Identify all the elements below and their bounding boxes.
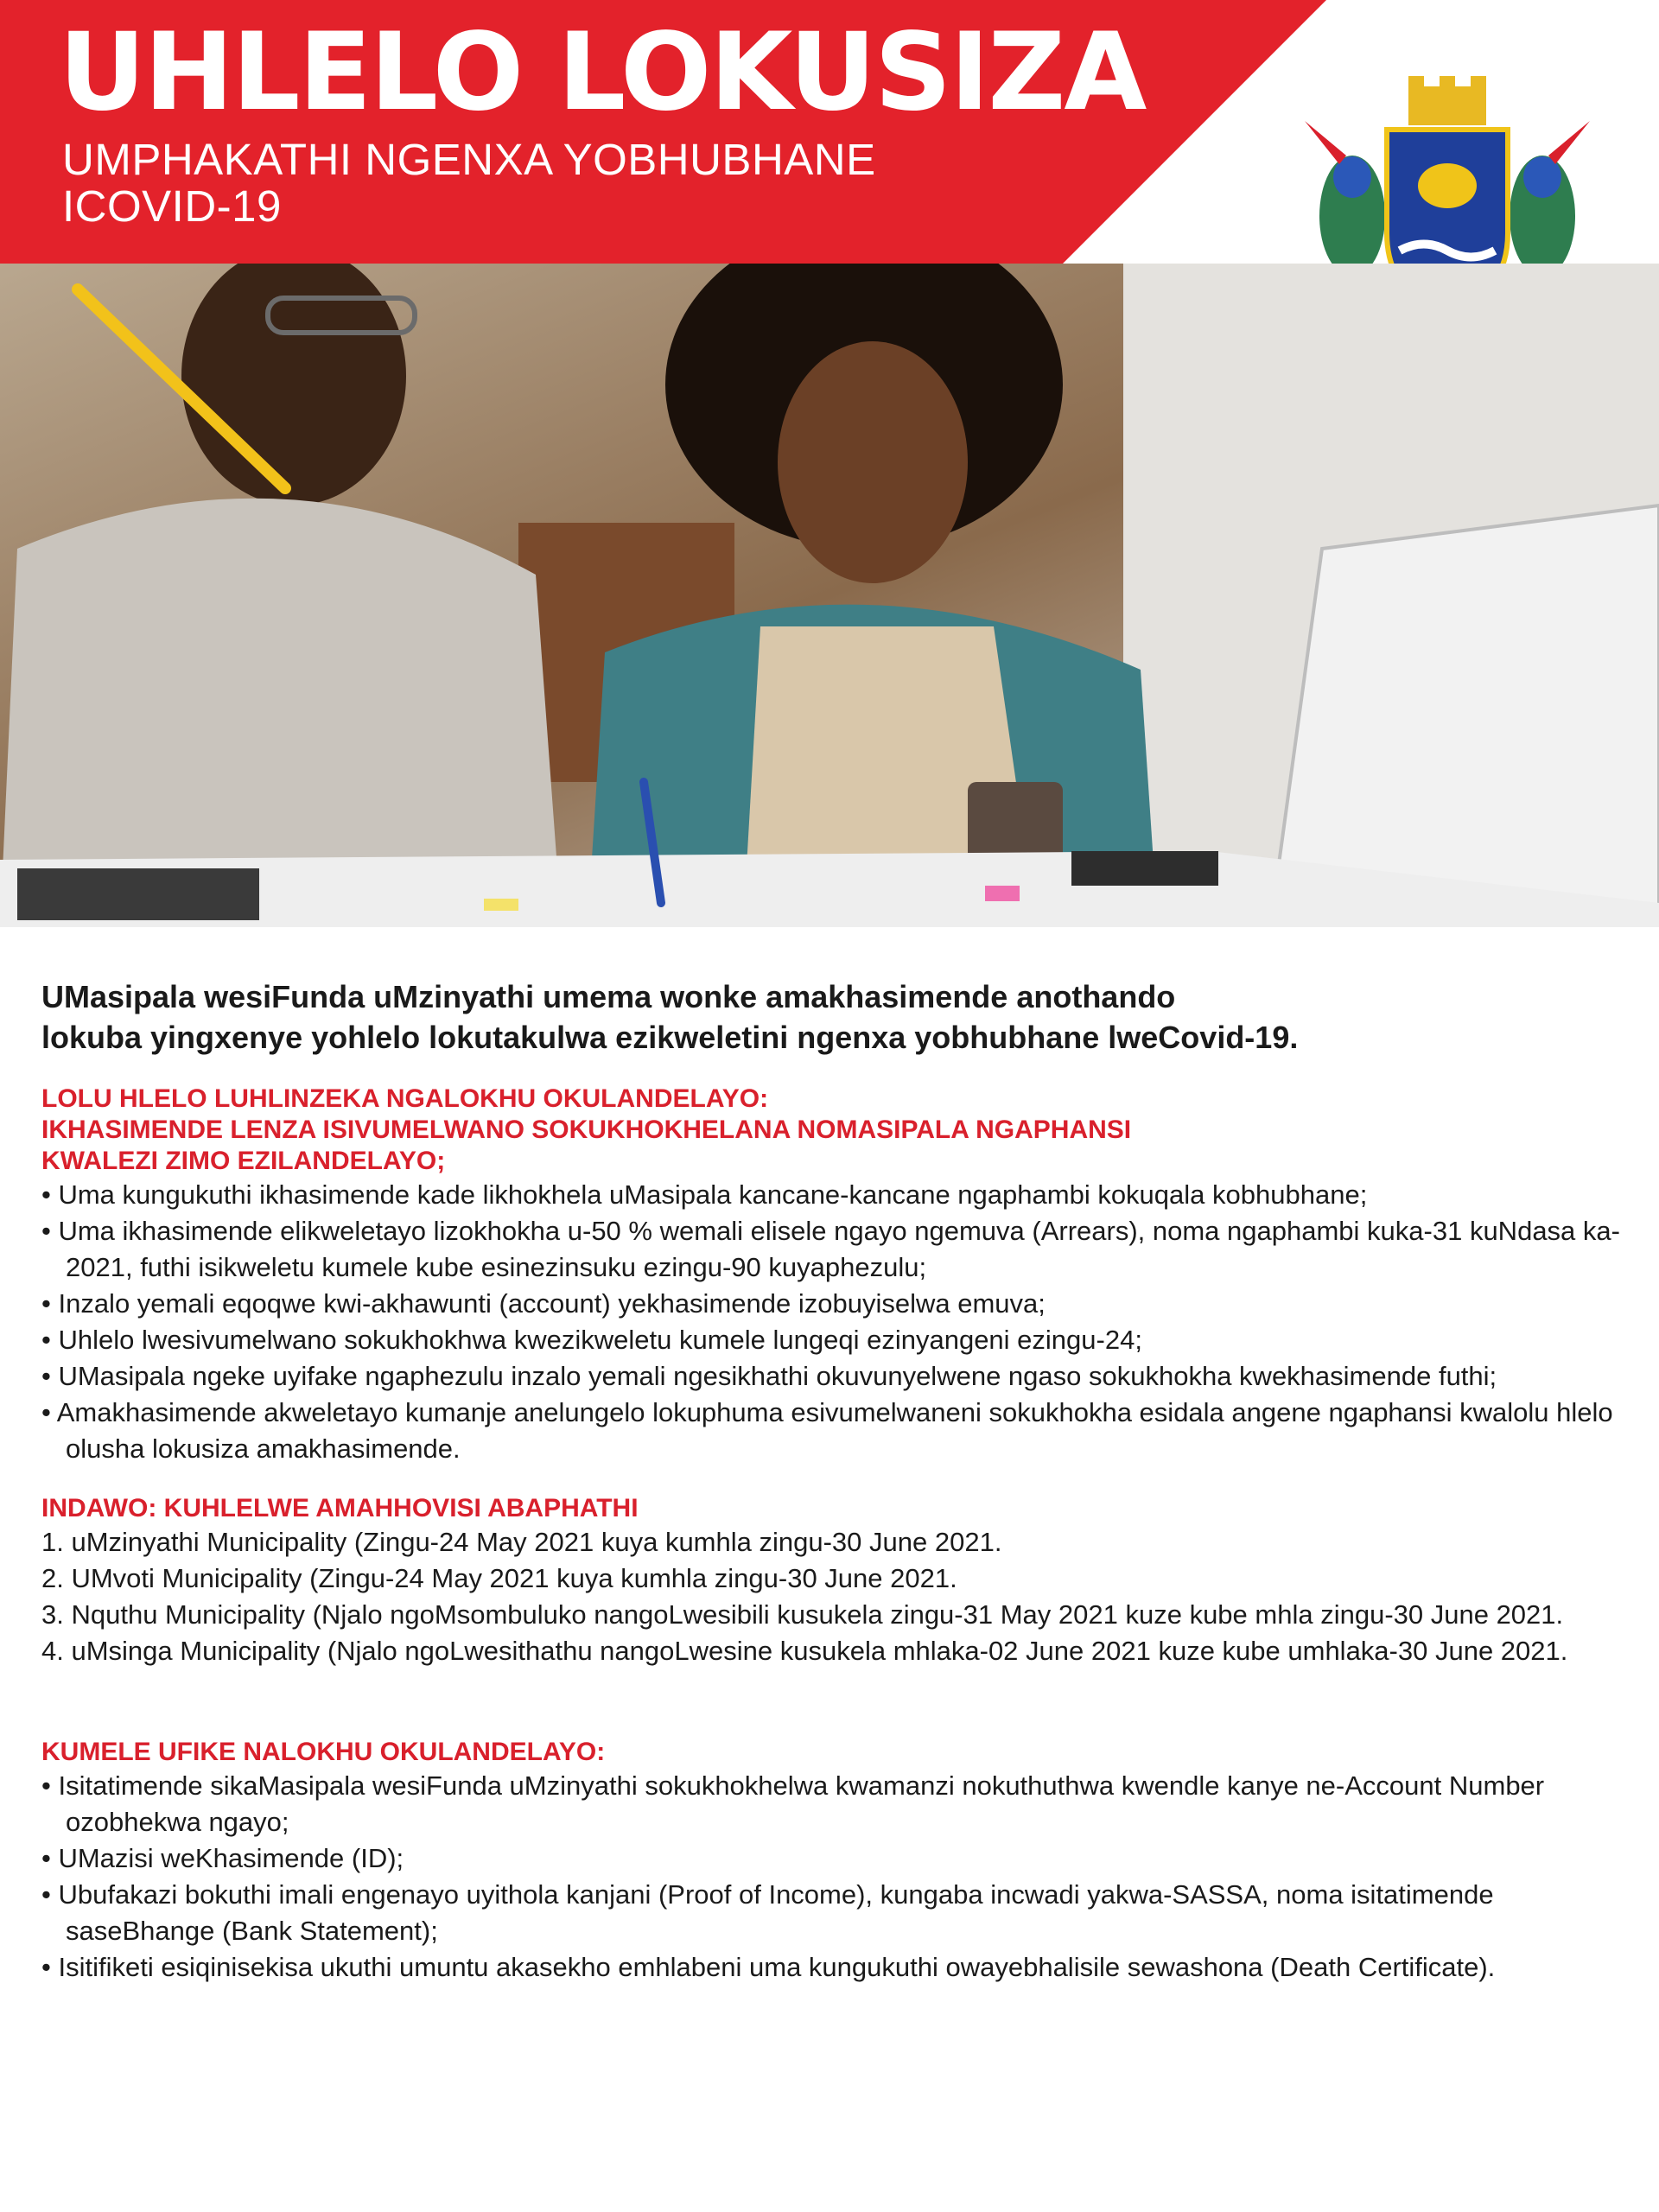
section-heading: INDAWO: KUHLELWE AMAHHOVISI ABAPHATHI [41, 1494, 639, 1522]
page-title: UHLELO LOKUSIZA [59, 10, 1146, 135]
list-item: • Isitifiketi esiqinisekisa ukuthi umuntu akasekho emhlabeni uma kungukuthi owayebhalisile sewashona (Death Certificate). [41, 1952, 1496, 1982]
list-item: • Uma ikhasimende elikweletayo lizokhokha u-50 % wemali elisele ngayo ngemuva (Arrears), noma ngaphambi kuka-31 kuNdasa ka-2021, futhi isikweletu kumele kube esinezinsuku ezingu-90 kuyaphezulu; [41, 1216, 1620, 1282]
requirements-list [41, 1768, 1623, 1986]
list-item: • Isitatimende sikaMasipala wesiFunda uMzinyathi sokukhokhelwa kwamanzi nokuthuthwa kwendle kanye ne-Account Number ozobhekwa ngayo; [41, 1770, 1545, 1837]
list-item: • UMasipala ngeke uyifake ngaphezulu inzalo yemali ngesikhathi okuvunyelwene ngaso sokukhokha kwekhasimende futhi; [41, 1361, 1497, 1391]
venues-list [41, 1524, 1623, 1669]
photo-illustration [0, 264, 1659, 927]
list-item: • Uhlelo lwesivumelwano sokukhokhwa kwezikweletu kumele lungeqi ezinyangeni ezingu-24; [41, 1325, 1142, 1355]
list-item: 2. UMvoti Municipality (Zingu-24 May 2021 kuya kumhla zingu-30 June 2021. [41, 1563, 957, 1593]
list-item: • UMazisi weKhasimende (ID); [41, 1843, 404, 1873]
page-subtitle: UMPHAKATHI NGENXA YOBHUBHANE ICOVID-19 [62, 135, 876, 231]
list-item: • Uma kungukuthi ikhasimende kade likhokhela uMasipala kancane-kancane ngaphambi kokuqala kobhubhane; [41, 1179, 1368, 1210]
list-item: • Ubufakazi bokuthi imali engenayo uyithola kanjani (Proof of Income), kungaba incwadi yakwa-SASSA, noma isitatimende saseBhange (Bank Statement); [41, 1879, 1494, 1946]
intro-paragraph: UMasipala wesiFunda uMzinyathi umema wonke amakhasimende anothando lokuba yingxenye yohlelo lokutakulwa ezikweletini ngenxa yobhubhane lweCovid-19. [41, 979, 1299, 1055]
section-venues [41, 1493, 1623, 1669]
conditions-list [41, 1177, 1623, 1467]
list-item: • Amakhasimende akweletayo kumanje anelungelo lokuphuma esivumelwaneni sokukhokha esidala angene ngaphansi kwalolu hlelo olusha lokusiza amakhasimende. [41, 1397, 1613, 1464]
section-requirements [41, 1737, 1623, 1986]
section-heading: LOLU HLELO LUHLINZEKA NGALOKHU OKULANDELAYO: [41, 1084, 769, 1113]
hero-photo [0, 264, 1659, 927]
section-heading: KUMELE UFIKE NALOKHU OKULANDELAYO: [41, 1738, 606, 1766]
list-item: 1. uMzinyathi Municipality (Zingu-24 May 2021 kuya kumhla zingu-30 June 2021. [41, 1527, 1002, 1557]
section-conditions [41, 1084, 1623, 1467]
main-content [41, 976, 1623, 1986]
section-heading: IKHASIMENDE LENZA ISIVUMELWANO SOKUKHOKHELANA NOMASIPALA NGAPHANSI [41, 1116, 1132, 1144]
list-item: • Inzalo yemali eqoqwe kwi-akhawunti (account) yekhasimende izobuyiselwa emuva; [41, 1288, 1046, 1319]
list-item: 3. Nquthu Municipality (Njalo ngoMsombuluko nangoLwesibili kusukela zingu-31 May 2021 kuze kube mhla zingu-30 June 2021. [41, 1599, 1564, 1630]
section-heading: KWALEZI ZIMO EZILANDELAYO; [41, 1147, 446, 1175]
list-item: 4. uMsinga Municipality (Njalo ngoLwesithathu nangoLwesine kusukela mhlaka-02 June 2021 kuze kube umhlaka-30 June 2021. [41, 1636, 1568, 1666]
